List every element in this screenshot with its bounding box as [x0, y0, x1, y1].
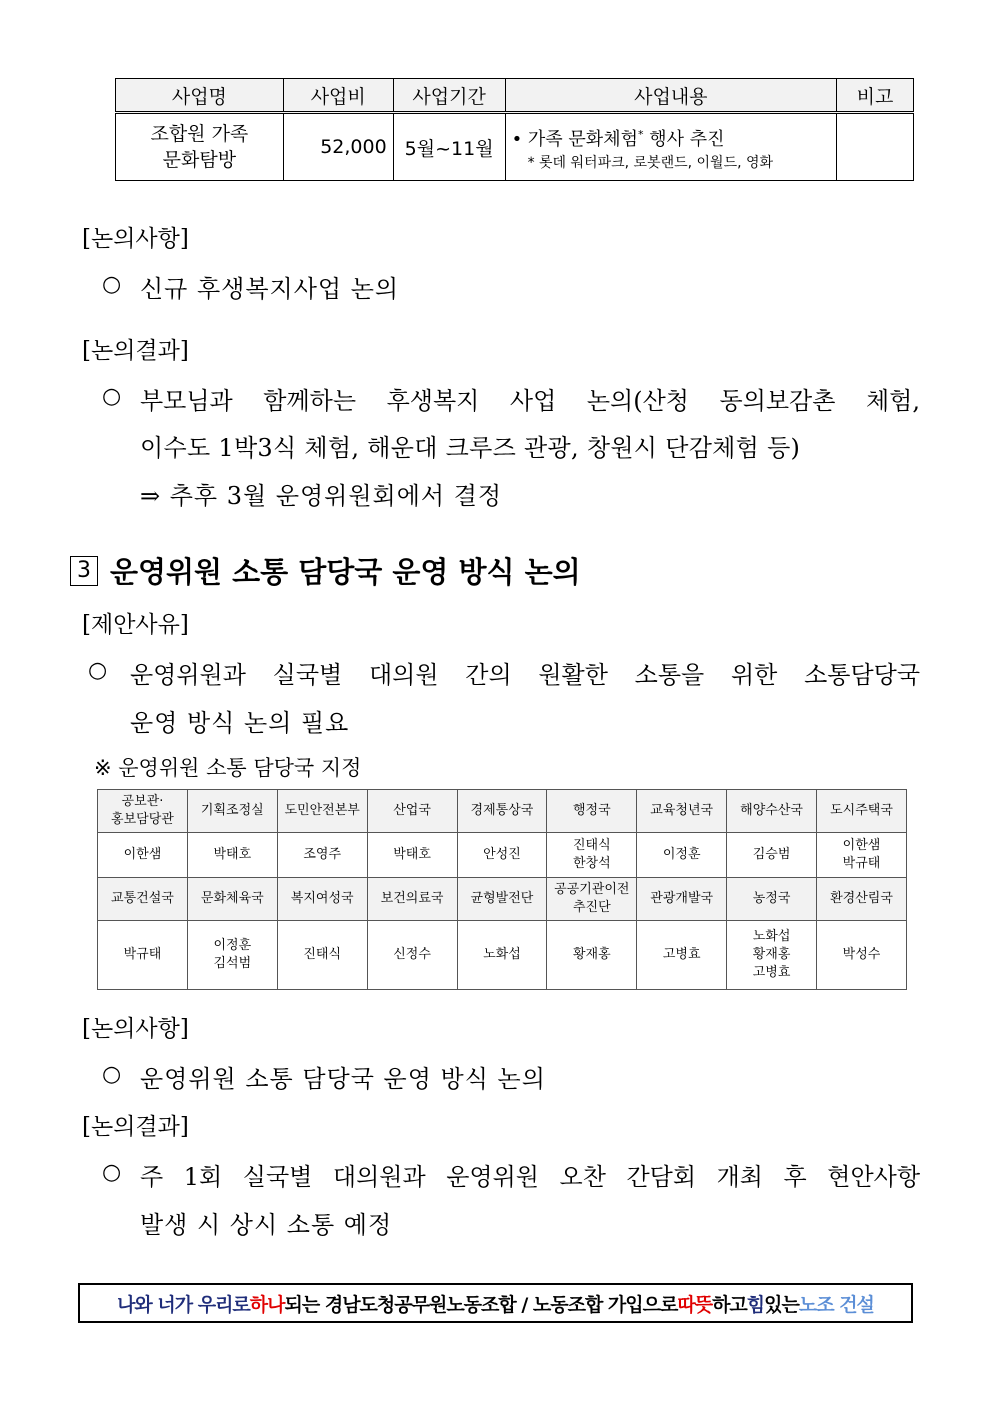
org-value-cell: 김승범 — [727, 833, 817, 878]
discussion-item-3: 운영위원 소통 담당국 운영 방식 논의 — [140, 1065, 546, 1093]
org-value-cell: 신정수 — [367, 921, 457, 990]
result-line-1: 부모님과 함께하는 후생복지 사업 논의(산청 동의보감촌 체험, — [140, 387, 920, 415]
org-value-cell: 노화섭 — [457, 921, 547, 990]
org-value-cell: 박규태 — [98, 921, 188, 990]
org-value-cell: 박태호 — [187, 833, 277, 878]
org-value-cell: 진태식 한창석 — [547, 833, 637, 878]
slogan-part-3: 되는 경남도청공무원노동조합 / 노동조합 가입으로 — [284, 1293, 678, 1316]
header-remark: 비고 — [837, 79, 914, 113]
cell-cost: 52,000 — [283, 113, 393, 181]
cell-content — [505, 113, 836, 181]
budget-row — [116, 113, 914, 181]
content-note: * 롯데 워터파크, 로봇랜드, 이월드, 영화 — [527, 154, 774, 171]
bullet-circle-icon: ○ — [102, 1062, 122, 1087]
org-header-cell: 보건의료국 — [367, 878, 457, 921]
org-value-cell: 박태호 — [367, 833, 457, 878]
org-value-cell: 이한샘 박규태 — [817, 833, 907, 878]
org-value-cell: 노화섭 황재홍 고병효 — [727, 921, 817, 990]
section-title-text: 운영위원 소통 담당국 운영 방식 논의 — [110, 555, 581, 589]
org-header-row-2 — [98, 878, 907, 921]
org-header-cell: 도민안전본부 — [277, 790, 367, 833]
section-number: 3 — [70, 556, 98, 586]
result-line-3-1: 주 1회 실국별 대의원과 운영위원 오찬 간담회 개최 후 현안사항 — [140, 1163, 920, 1191]
org-value-cell: 이한샘 — [98, 833, 188, 878]
org-value-cell: 조영주 — [277, 833, 367, 878]
org-value-cell: 고병효 — [637, 921, 727, 990]
org-header-cell: 복지여성국 — [277, 878, 367, 921]
content-bullet — [512, 122, 830, 153]
content-bullet-tail: 행사 추진 — [643, 128, 725, 150]
result-line-2: 이수도 1박3식 체험, 해운대 크루즈 관광, 창원시 단감체험 등) — [140, 434, 801, 462]
header-project-name: 사업명 — [116, 79, 284, 113]
slogan-part-2: 하나 — [249, 1293, 285, 1316]
section-title — [70, 550, 581, 591]
org-header-cell: 교육청년국 — [637, 790, 727, 833]
footer-slogan — [78, 1283, 913, 1323]
cell-remark — [837, 113, 914, 181]
org-value-row-1 — [98, 833, 907, 878]
result-line-3: ⇒ 추후 3월 운영위원회에서 결정 — [140, 482, 503, 510]
budget-table — [115, 78, 914, 181]
org-header-cell: 공공기관이전 추진단 — [547, 878, 637, 921]
org-value-cell: 이정훈 — [637, 833, 727, 878]
result-label-3: [논의결과] — [82, 1114, 189, 1140]
org-header-cell: 해양수산국 — [727, 790, 817, 833]
org-value-row-2 — [98, 921, 907, 990]
org-header-cell: 교통건설국 — [98, 878, 188, 921]
org-header-cell: 산업국 — [367, 790, 457, 833]
budget-header-row — [116, 79, 914, 113]
reason-line-1: 운영위원과 실국별 대의원 간의 원활한 소통을 위한 소통담당국 — [130, 661, 920, 689]
org-header-cell: 농정국 — [727, 878, 817, 921]
note-title: ※ 운영위원 소통 담당국 지정 — [94, 756, 362, 780]
content-sup: * — [637, 127, 644, 141]
discussion-item: 신규 후생복지사업 논의 — [140, 275, 400, 303]
header-cost: 사업비 — [283, 79, 393, 113]
cell-project-name — [116, 113, 284, 181]
org-header-cell: 행정국 — [547, 790, 637, 833]
bullet-circle-icon: ○ — [102, 384, 122, 409]
content-bullet-text: • 가족 문화체험 — [511, 128, 638, 150]
slogan-part-5: 하고 — [712, 1293, 747, 1316]
org-header-cell: 관광개발국 — [637, 878, 727, 921]
org-value-cell: 안성진 — [457, 833, 547, 878]
slogan-part-6: 힘 — [746, 1293, 765, 1316]
header-period: 사업기간 — [393, 79, 505, 113]
slogan-part-4: 따뜻 — [677, 1293, 713, 1316]
bullet-circle-icon: ○ — [102, 272, 122, 297]
org-value-cell: 이정훈 김석범 — [187, 921, 277, 990]
project-name-line1: 조합원 가족 — [150, 123, 249, 145]
org-header-row-1 — [98, 790, 907, 833]
org-header-cell: 문화체육국 — [187, 878, 277, 921]
bullet-circle-icon: ○ — [88, 658, 108, 683]
project-name-line2: 문화탐방 — [162, 149, 237, 171]
org-value-cell: 황재홍 — [547, 921, 637, 990]
slogan-part-8: 노조 건설 — [798, 1293, 874, 1316]
result-label: [논의결과] — [82, 338, 189, 364]
slogan-part-1: 나와 너가 우리로 — [117, 1293, 250, 1316]
org-header-cell: 공보관· 홍보담당관 — [98, 790, 188, 833]
org-value-cell: 진태식 — [277, 921, 367, 990]
org-header-cell: 도시주택국 — [817, 790, 907, 833]
header-content: 사업내용 — [505, 79, 836, 113]
org-table — [97, 789, 907, 990]
org-header-cell: 균형발전단 — [457, 878, 547, 921]
org-header-cell: 환경산림국 — [817, 878, 907, 921]
org-value-cell: 박성수 — [817, 921, 907, 990]
discussion-label: [논의사항] — [82, 226, 189, 252]
reason-line-2: 운영 방식 논의 필요 — [130, 709, 350, 737]
discussion-label-3: [논의사항] — [82, 1016, 189, 1042]
cell-period: 5월~11월 — [393, 113, 505, 181]
slogan-part-7: 있는 — [764, 1293, 799, 1316]
org-header-cell: 경제통상국 — [457, 790, 547, 833]
org-header-cell: 기획조정실 — [187, 790, 277, 833]
result-line-3-2: 발생 시 상시 소통 예정 — [140, 1211, 393, 1239]
reason-label: [제안사유] — [82, 612, 189, 638]
bullet-circle-icon: ○ — [102, 1160, 122, 1185]
